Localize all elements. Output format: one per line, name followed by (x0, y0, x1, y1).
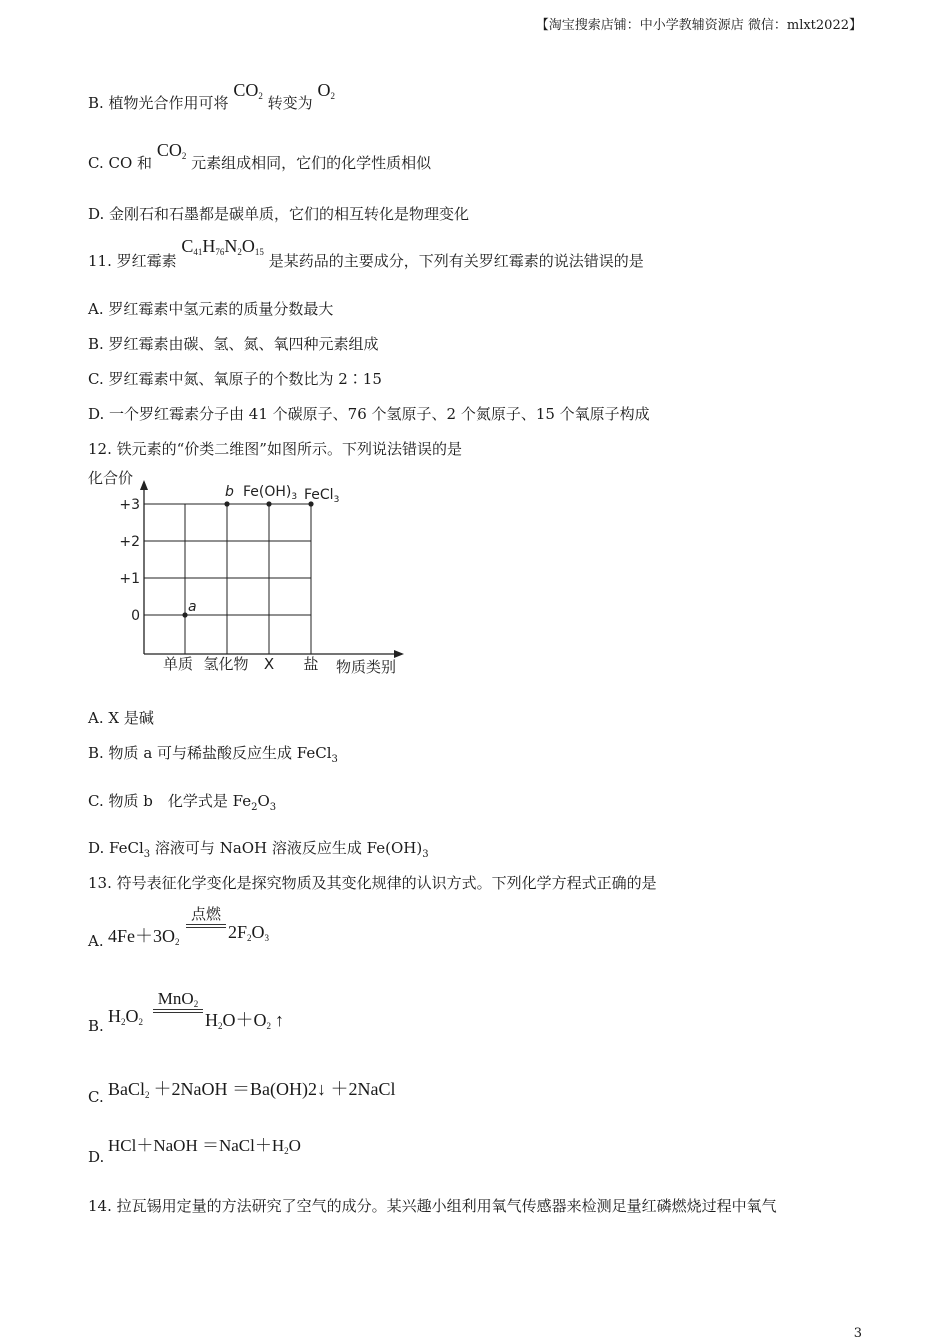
q11-option-b: B. 罗红霉素由碳、氢、氮、氧四种元素组成 (88, 335, 379, 353)
xtick-hydride: 氢化物 (203, 655, 249, 673)
q12-c-sub2: 3 (269, 802, 277, 813)
q11-option-a: A. 罗红霉素中氢元素的质量分数最大 (88, 300, 334, 318)
point-b-label: b (225, 484, 234, 500)
chart-ylabel: 化合价 (88, 469, 134, 487)
q13-option-b-lhs: H2O2 (108, 1006, 143, 1027)
q11-option-c: C. 罗红霉素中氮、氧原子的个数比为 2∶15 (88, 370, 382, 388)
valence-class-chart (84, 462, 414, 682)
ytick-plus3: +3 (119, 497, 140, 513)
xtick-element: 单质 (162, 655, 194, 673)
q10-b-mid: 转变为 (267, 94, 313, 112)
ytick-plus1: +1 (119, 571, 140, 587)
q12-d-s1: 3 (143, 849, 151, 860)
q13-option-d-equation: HCl＋NaOH ＝NaCl＋H2O (108, 1136, 301, 1156)
q10-b-o2: O2 (317, 80, 335, 101)
xtick-salt: 盐 (303, 655, 319, 673)
q13-option-c-label: C. (88, 1088, 104, 1106)
point-a (182, 612, 187, 617)
q10-c-text: C. CO 和 (88, 154, 153, 172)
q10-b-text: B. 植物光合作用可将 (88, 94, 229, 112)
q12-option-b (88, 742, 338, 765)
q13-a-condition: 点燃 (186, 903, 226, 928)
q11-suffix: 是某药品的主要成分，下列有关罗红霉素的说法错误的是 (268, 252, 644, 270)
q10-option-c (88, 140, 432, 172)
point-b (224, 501, 229, 506)
q13-b-rhs: H2O＋O2 ↑ (205, 1010, 284, 1031)
point-feoh3-label: $Fe(OH)_3$ (243, 484, 298, 502)
q10-option-b (88, 80, 335, 112)
q12-d-t1: D. FeCl (88, 839, 144, 857)
xtick-x: X (263, 655, 275, 673)
q13-b-condition: MnO2 (153, 989, 203, 1013)
point-a-label: a (188, 599, 197, 615)
q11-formula: C41H76N2O15 (181, 236, 264, 257)
page-header: 【淘宝搜索店铺：中小学教辅资源店 微信：mlxt2022】 (535, 18, 862, 33)
q13-option-a-equation: 4Fe＋3O2 (108, 926, 180, 947)
q12-option-a: A. X 是碱 (88, 709, 154, 727)
q13-stem: 13. 符号表征化学变化是探究物质及其变化规律的认识方式。下列化学方程式正确的是 (88, 874, 657, 892)
q14-stem: 14. 拉瓦锡用定量的方法研究了空气的成分。某兴趣小组利用氧气传感器来检测足量红磷燃烧过程中氧气 (88, 1197, 777, 1215)
point-fecl3-label: FeCl$_3$ (304, 487, 340, 505)
q12-b-sub: 3 (331, 754, 338, 765)
chart-grid (144, 504, 311, 654)
page-number: 3 (853, 1326, 862, 1341)
q13-option-b-label: B. (88, 1017, 104, 1035)
q12-c-mid: O (257, 792, 270, 810)
chart-xlabel: 物质类别 (335, 658, 397, 676)
q12-stem: 12. 铁元素的“价类二维图”如图所示。下列说法错误的是 (88, 440, 462, 458)
q13-option-c-equation: BaCl2 ＋2NaOH ＝Ba(OH)2↓ ＋2NaCl (108, 1079, 396, 1100)
q11-option-d: D. 一个罗红霉素分子由 41 个碳原子、76 个氢原子、2 个氮原子、15 个氧原子构成 (88, 405, 650, 423)
y-axis-arrow (140, 480, 148, 490)
q10-c-co2: CO2 (156, 140, 187, 161)
q12-c-text: C. 物质 b 化学式是 Fe (88, 792, 252, 810)
q12-b-text: B. 物质 a 可与稀盐酸反应生成 FeCl (88, 744, 332, 762)
q13-a-rhs: 2F2O3 (228, 922, 270, 943)
q13-option-d-label: D. (88, 1148, 105, 1166)
q12-option-c (88, 790, 276, 813)
q10-b-co2: CO2 (233, 80, 263, 101)
q12-d-t2: 溶液可与 NaOH 溶液反应生成 Fe(OH) (150, 839, 423, 857)
q11-prefix: 11. 罗红霉素 (88, 252, 177, 270)
q10-option-d: D. 金刚石和石墨都是碳单质，它们的相互转化是物理变化 (88, 205, 470, 223)
x-axis-arrow (394, 650, 404, 658)
q12-d-s2: 3 (422, 849, 429, 860)
ytick-zero: 0 (131, 608, 140, 624)
q12-c-sub1: 2 (251, 802, 258, 813)
q11-stem (88, 236, 644, 270)
q12-option-d (88, 837, 429, 860)
q10-c-suffix: 元素组成相同，它们的化学性质相似 (191, 154, 432, 172)
ytick-plus2: +2 (119, 534, 140, 550)
q13-option-a-label: A. (88, 932, 104, 950)
point-feoh3 (266, 501, 271, 506)
